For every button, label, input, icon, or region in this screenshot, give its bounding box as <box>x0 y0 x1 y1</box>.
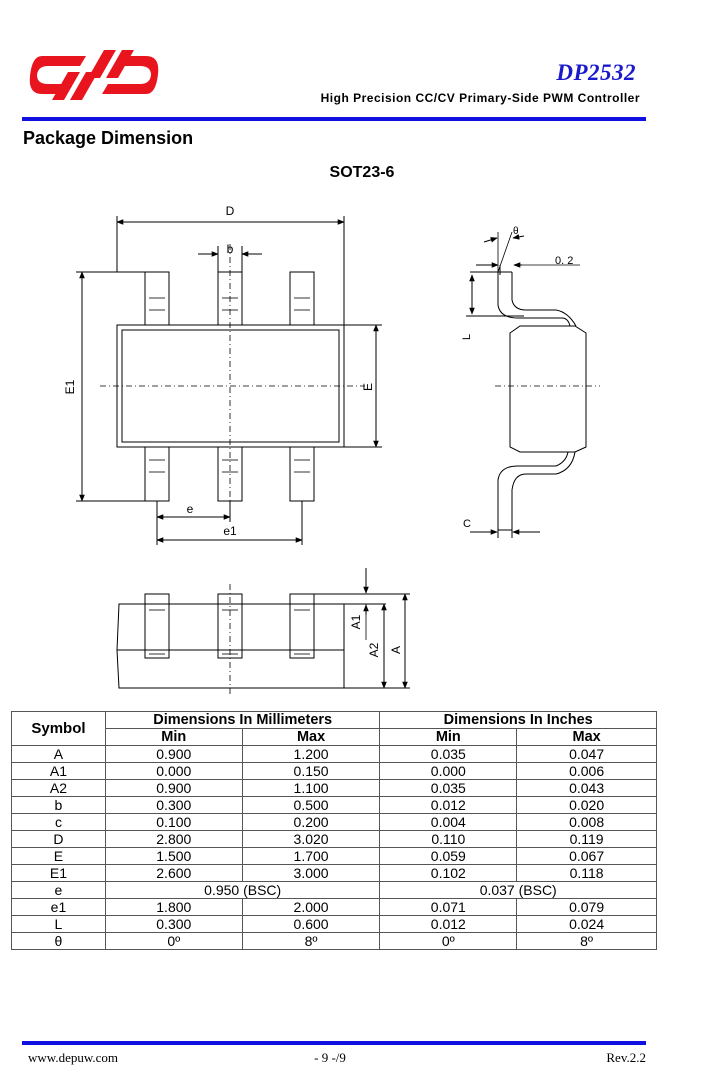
in-min-cell: 0.102 <box>380 865 517 882</box>
top-pin-1 <box>145 272 169 325</box>
in-min-cell: 0.035 <box>380 780 517 797</box>
company-logo <box>28 46 160 104</box>
table-row <box>12 933 657 950</box>
dim-label-L: L <box>461 333 473 340</box>
table-row <box>12 848 657 865</box>
symbol-cell: e <box>12 882 106 899</box>
dim-label-gauge: 0. 2 <box>555 255 574 267</box>
dimension-table <box>11 711 657 950</box>
in-span-cell: 0.037 (BSC) <box>380 882 657 899</box>
symbol-cell: L <box>12 916 106 933</box>
dim-label-b: b <box>226 242 234 256</box>
dim-label-A: A <box>389 645 403 655</box>
table-row <box>12 882 657 899</box>
inch-header: Dimensions In Inches <box>380 712 657 729</box>
dim-label-e1: e1 <box>223 524 237 538</box>
in-min-cell: 0.035 <box>380 746 517 763</box>
in-max-cell: 8º <box>517 933 657 950</box>
mm-max-cell: 3.000 <box>242 865 380 882</box>
mm-min-cell: 0.300 <box>105 797 242 814</box>
in-max-cell: 0.118 <box>517 865 657 882</box>
table-row <box>12 865 657 882</box>
mm-min-header: Min <box>105 729 242 746</box>
mm-min-cell: 1.500 <box>105 848 242 865</box>
dim-label-A1: A1 <box>349 614 363 630</box>
mm-max-cell: 0.150 <box>242 763 380 780</box>
mm-min-cell: 0.900 <box>105 780 242 797</box>
in-min-cell: 0.059 <box>380 848 517 865</box>
mm-min-cell: 0º <box>105 933 242 950</box>
mm-max-cell: 0.500 <box>242 797 380 814</box>
in-min-cell: 0.012 <box>380 797 517 814</box>
website-link[interactable]: www.depuw.com <box>28 1050 119 1065</box>
mm-max-cell: 8º <box>242 933 380 950</box>
dim-label-E1: E1 <box>63 379 77 395</box>
symbol-cell: A2 <box>12 780 106 797</box>
symbol-cell: b <box>12 797 106 814</box>
mm-max-cell: 0.200 <box>242 814 380 831</box>
in-min-header: Min <box>380 729 517 746</box>
table-row <box>12 916 657 933</box>
mm-max-cell: 1.100 <box>242 780 380 797</box>
mm-span-cell: 0.950 (BSC) <box>105 882 380 899</box>
mm-min-cell: 2.800 <box>105 831 242 848</box>
in-min-cell: 0.004 <box>380 814 517 831</box>
in-max-header: Max <box>517 729 657 746</box>
table-row <box>12 814 657 831</box>
front-view <box>117 568 410 695</box>
symbol-cell: E <box>12 848 106 865</box>
side-view <box>461 226 600 538</box>
top-pin-4 <box>145 447 169 501</box>
symbol-cell: A <box>12 746 106 763</box>
dim-label-c: C <box>463 518 471 530</box>
depuw-logo-icon <box>30 50 159 100</box>
front-body <box>117 604 344 688</box>
symbol-header: Symbol <box>12 712 106 746</box>
footer-divider <box>22 1041 646 1045</box>
dim-label-D: D <box>225 204 235 218</box>
revision: Rev.2.2 <box>606 1050 646 1065</box>
in-max-cell: 0.079 <box>517 899 657 916</box>
top-pin-3 <box>290 272 314 325</box>
dim-label-A2: A2 <box>367 642 381 658</box>
in-max-cell: 0.024 <box>517 916 657 933</box>
mm-min-cell: 0.300 <box>105 916 242 933</box>
mm-min-cell: 0.000 <box>105 763 242 780</box>
in-max-cell: 0.043 <box>517 780 657 797</box>
table-row <box>12 797 657 814</box>
section-title: Package Dimension <box>23 128 194 148</box>
package-drawings <box>0 190 720 700</box>
mm-min-cell: 0.100 <box>105 814 242 831</box>
symbol-cell: E1 <box>12 865 106 882</box>
side-lead-top <box>498 272 576 326</box>
mm-min-cell: 2.600 <box>105 865 242 882</box>
in-min-cell: 0.000 <box>380 763 517 780</box>
in-max-cell: 0.020 <box>517 797 657 814</box>
top-pin-6 <box>290 447 314 501</box>
package-name: SOT23-6 <box>329 164 395 181</box>
dim-label-e: e <box>186 502 194 516</box>
symbol-cell: θ <box>12 933 106 950</box>
symbol-cell: A1 <box>12 763 106 780</box>
symbol-cell: c <box>12 814 106 831</box>
in-max-cell: 0.008 <box>517 814 657 831</box>
mm-max-cell: 0.600 <box>242 916 380 933</box>
part-number: DP2532 <box>556 60 636 85</box>
symbol-cell: e1 <box>12 899 106 916</box>
symbol-cell: D <box>12 831 106 848</box>
mm-max-cell: 1.700 <box>242 848 380 865</box>
in-max-cell: 0.047 <box>517 746 657 763</box>
table-row <box>12 780 657 797</box>
document-subtitle: High Precision CC/CV Primary-Side PWM Controller <box>320 91 640 105</box>
in-max-cell: 0.006 <box>517 763 657 780</box>
page-number: - 9 -/9 <box>314 1050 346 1065</box>
in-min-cell: 0.110 <box>380 831 517 848</box>
in-min-cell: 0º <box>380 933 517 950</box>
in-min-cell: 0.071 <box>380 899 517 916</box>
dim-label-E: E <box>361 382 375 392</box>
side-lead-bottom <box>498 452 575 530</box>
mm-max-cell: 2.000 <box>242 899 380 916</box>
mm-max-header: Max <box>242 729 380 746</box>
mm-max-cell: 1.200 <box>242 746 380 763</box>
mm-header: Dimensions In Millimeters <box>105 712 380 729</box>
in-max-cell: 0.119 <box>517 831 657 848</box>
mm-max-cell: 3.020 <box>242 831 380 848</box>
in-max-cell: 0.067 <box>517 848 657 865</box>
table-row <box>12 746 657 763</box>
mm-min-cell: 0.900 <box>105 746 242 763</box>
table-row <box>12 763 657 780</box>
table-row <box>12 899 657 916</box>
header-divider <box>22 117 646 121</box>
mm-min-cell: 1.800 <box>105 899 242 916</box>
dim-label-theta: θ <box>513 226 519 237</box>
in-min-cell: 0.012 <box>380 916 517 933</box>
table-row <box>12 831 657 848</box>
side-body <box>510 326 586 452</box>
top-view <box>63 204 382 545</box>
